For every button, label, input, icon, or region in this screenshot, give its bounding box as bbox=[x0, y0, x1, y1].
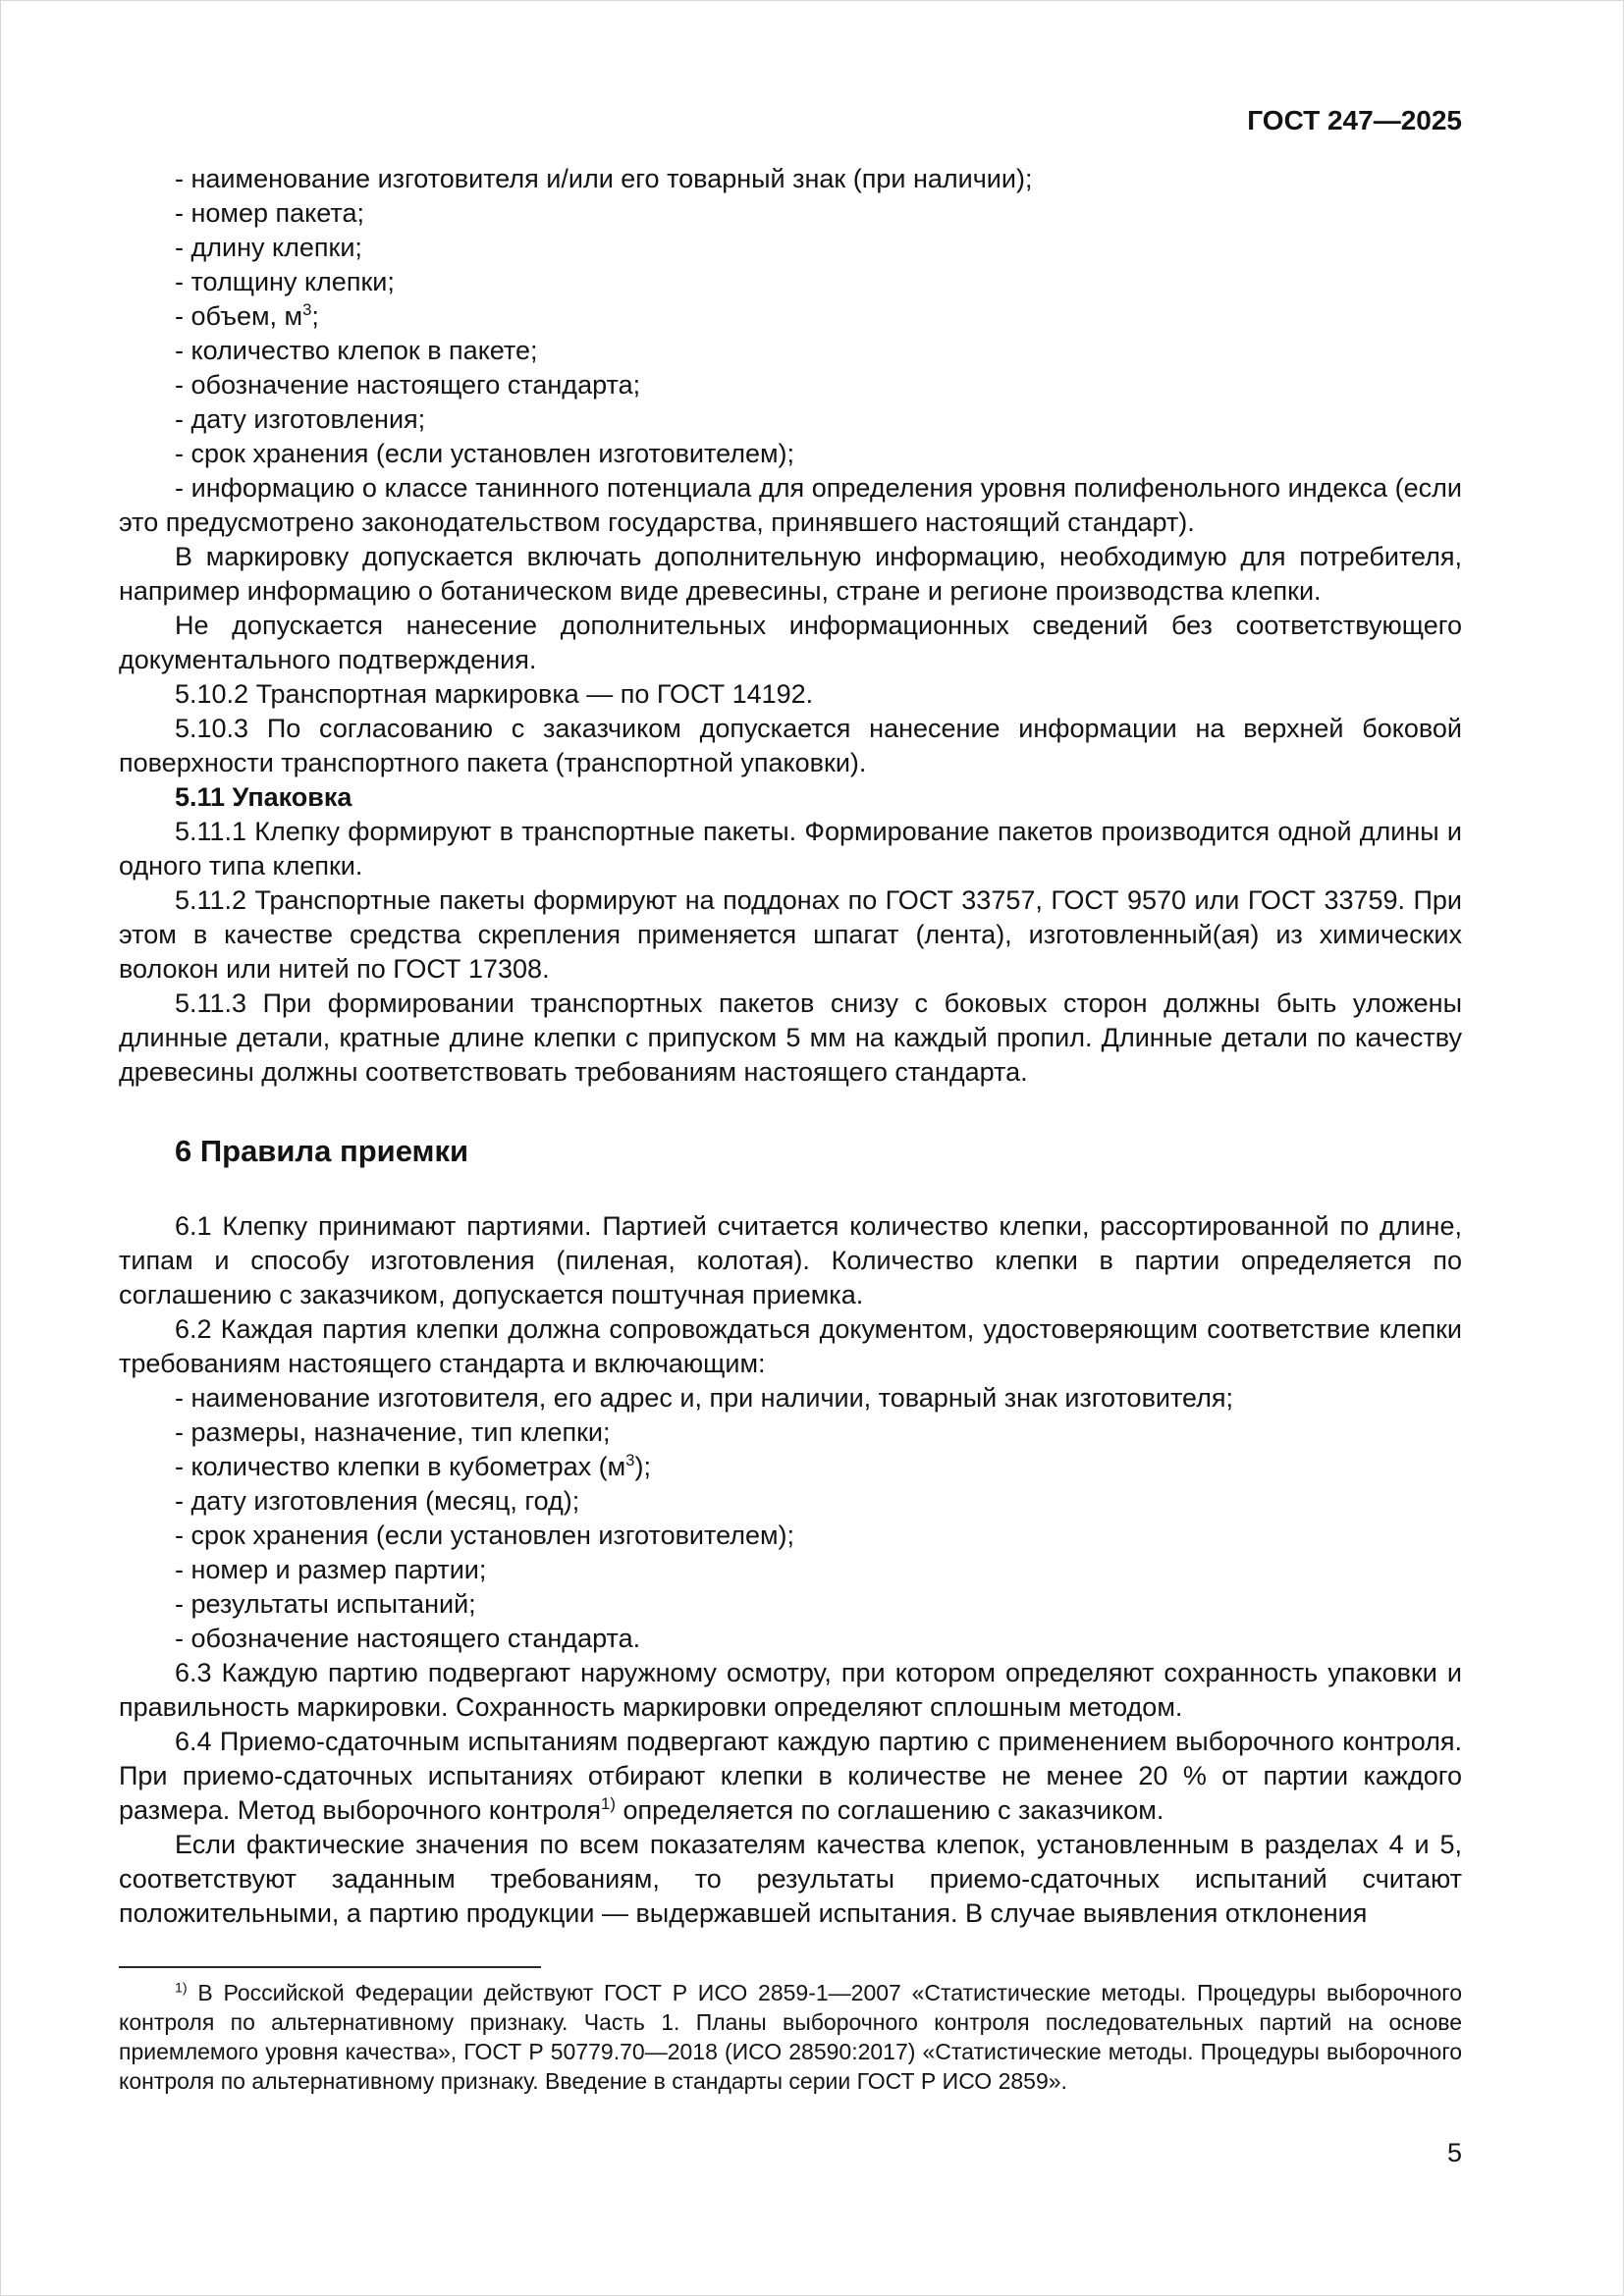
page-body bbox=[119, 162, 1462, 1931]
footnote-text: В Российской Федерации действуют ГОСТ Р ИСО 2859-1—2007 «Статистические методы. Процедуры выборочного контроля по альтернативному признаку. Часть 1. Планы выборочного контроля последовательных партий на основе приемлемого уровня качества», ГОСТ Р 50779.70—2018 (ИСО 28590:2017) «Статистические методы. Процедуры выборочного контроля по альтернативному признаку. Введение в стандарты серии ГОСТ Р ИСО 2859». bbox=[119, 1980, 1462, 2094]
paragraph: В маркировку допускается включать дополнительную информацию, необходимую для потребителя, например информацию о ботаническом виде древесины, стране и регионе производства клепки. bbox=[119, 542, 1462, 606]
subsection-heading: 5.11 Упаковка bbox=[175, 782, 352, 812]
footnote-reference: 1) bbox=[601, 1794, 616, 1813]
text-run: ); bbox=[634, 1452, 651, 1481]
footnote bbox=[119, 1978, 1462, 2096]
list-item: - информацию о классе танинного потенциала для определения уровня полифенольного индекса (если это предусмотрено законодательством государства, принявшего настоящий стандарт). bbox=[119, 473, 1462, 537]
list-item: - обозначение настоящего стандарта. bbox=[175, 1624, 641, 1653]
page-number: 5 bbox=[1446, 2138, 1462, 2167]
superscript: 3 bbox=[625, 1451, 635, 1469]
footnote-marker: 1) bbox=[175, 1980, 188, 1997]
list-item: - толщину клепки; bbox=[175, 267, 395, 296]
list-item: - срок хранения (если установлен изготовителем); bbox=[175, 439, 795, 468]
list-item: - наименование изготовителя, его адрес и, при наличии, товарный знак изготовителя; bbox=[175, 1383, 1234, 1413]
list-item: - количество клепок в пакете; bbox=[175, 336, 538, 365]
paragraph: 5.10.3 По согласованию с заказчиком допускается нанесение информации на верхней боковой поверхности транспортного пакета (транспортной упаковки). bbox=[119, 714, 1462, 777]
doc-code: ГОСТ 247—2025 bbox=[1247, 105, 1462, 135]
list-item: - длину клепки; bbox=[175, 233, 362, 262]
list-item: - срок хранения (если установлен изготовителем); bbox=[175, 1521, 795, 1550]
footnote-separator bbox=[119, 1966, 541, 1968]
list-item bbox=[119, 1450, 1462, 1484]
list-item: - обозначение настоящего стандарта; bbox=[175, 370, 641, 400]
superscript: 3 bbox=[302, 300, 312, 319]
list-item: - номер и размер партии; bbox=[175, 1555, 487, 1584]
list-item: - дату изготовления (месяц, год); bbox=[175, 1486, 580, 1516]
paragraph: Если фактические значения по всем показателям качества клепок, установленным в разделах 4 и 5, соответствуют заданным требованиям, то результаты приемо-сдаточных испытаний считают положительными, а партию продукции — выдержавшей испытания. В случае выявления отклонения bbox=[119, 1830, 1462, 1928]
list-item: - размеры, назначение, тип клепки; bbox=[175, 1417, 611, 1447]
page-header bbox=[119, 105, 1462, 136]
list-item: - результаты испытаний; bbox=[175, 1589, 476, 1619]
paragraph bbox=[119, 1725, 1462, 1828]
paragraph: Не допускается нанесение дополнительных информационных сведений без соответствующего документального подтверждения. bbox=[119, 611, 1462, 674]
paragraph: 5.11.1 Клепку формируют в транспортные пакеты. Формирование пакетов производится одной длины и одного типа клепки. bbox=[119, 817, 1462, 881]
text-run: - объем, м bbox=[175, 301, 303, 331]
text-run: ; bbox=[311, 301, 319, 331]
list-item bbox=[119, 299, 1462, 334]
list-item: - номер пакета; bbox=[175, 198, 364, 228]
paragraph: 5.10.2 Транспортная маркировка — по ГОСТ 14192. bbox=[175, 679, 814, 709]
paragraph: 6.3 Каждую партию подвергают наружному осмотру, при котором определяют сохранность упаковки и правильность маркировки. Сохранность маркировки определяют сплошным методом. bbox=[119, 1658, 1462, 1722]
paragraph: 5.11.2 Транспортные пакеты формируют на поддонах по ГОСТ 33757, ГОСТ 9570 или ГОСТ 33759. При этом в качестве средства скрепления применяется шпагат (лента), изготовленный(ая) из химических волокон или нитей по ГОСТ 17308. bbox=[119, 885, 1462, 984]
list-item: - дату изготовления; bbox=[175, 404, 426, 434]
text-run: - количество клепки в кубометрах (м bbox=[175, 1452, 626, 1481]
paragraph: 5.11.3 При формировании транспортных пакетов снизу с боковых сторон должны быть уложены длинные детали, кратные длине клепки с припуском 5 мм на каждый пропил. Длинные детали по качеству древесины должны соответствовать требованиям настоящего стандарта. bbox=[119, 988, 1462, 1087]
paragraph: 6.1 Клепку принимают партиями. Партией считается количество клепки, рассортированной по длине, типам и способу изготовления (пиленая, колотая). Количество клепки в партии определяется по соглашению с заказчиком, допускается поштучная приемка. bbox=[119, 1211, 1462, 1309]
list-item: - наименование изготовителя и/или его товарный знак (при наличии); bbox=[175, 164, 1033, 193]
text-run: определяется по соглашению с заказчиком. bbox=[615, 1795, 1164, 1825]
paragraph: 6.2 Каждая партия клепки должна сопровождаться документом, удостоверяющим соответствие клепки требованиям настоящего стандарта и включающим: bbox=[119, 1314, 1462, 1378]
section-heading: 6 Правила приемки bbox=[175, 1134, 469, 1168]
text-run: 6.4 Приемо-сдаточным испытаниям подвергают каждую партию с применением выборочного контроля. При приемо-сдаточных испытаниях отбирают клепки в количестве не менее 20 % от партии каждого размера. Метод выборочного контроля bbox=[119, 1727, 1462, 1825]
